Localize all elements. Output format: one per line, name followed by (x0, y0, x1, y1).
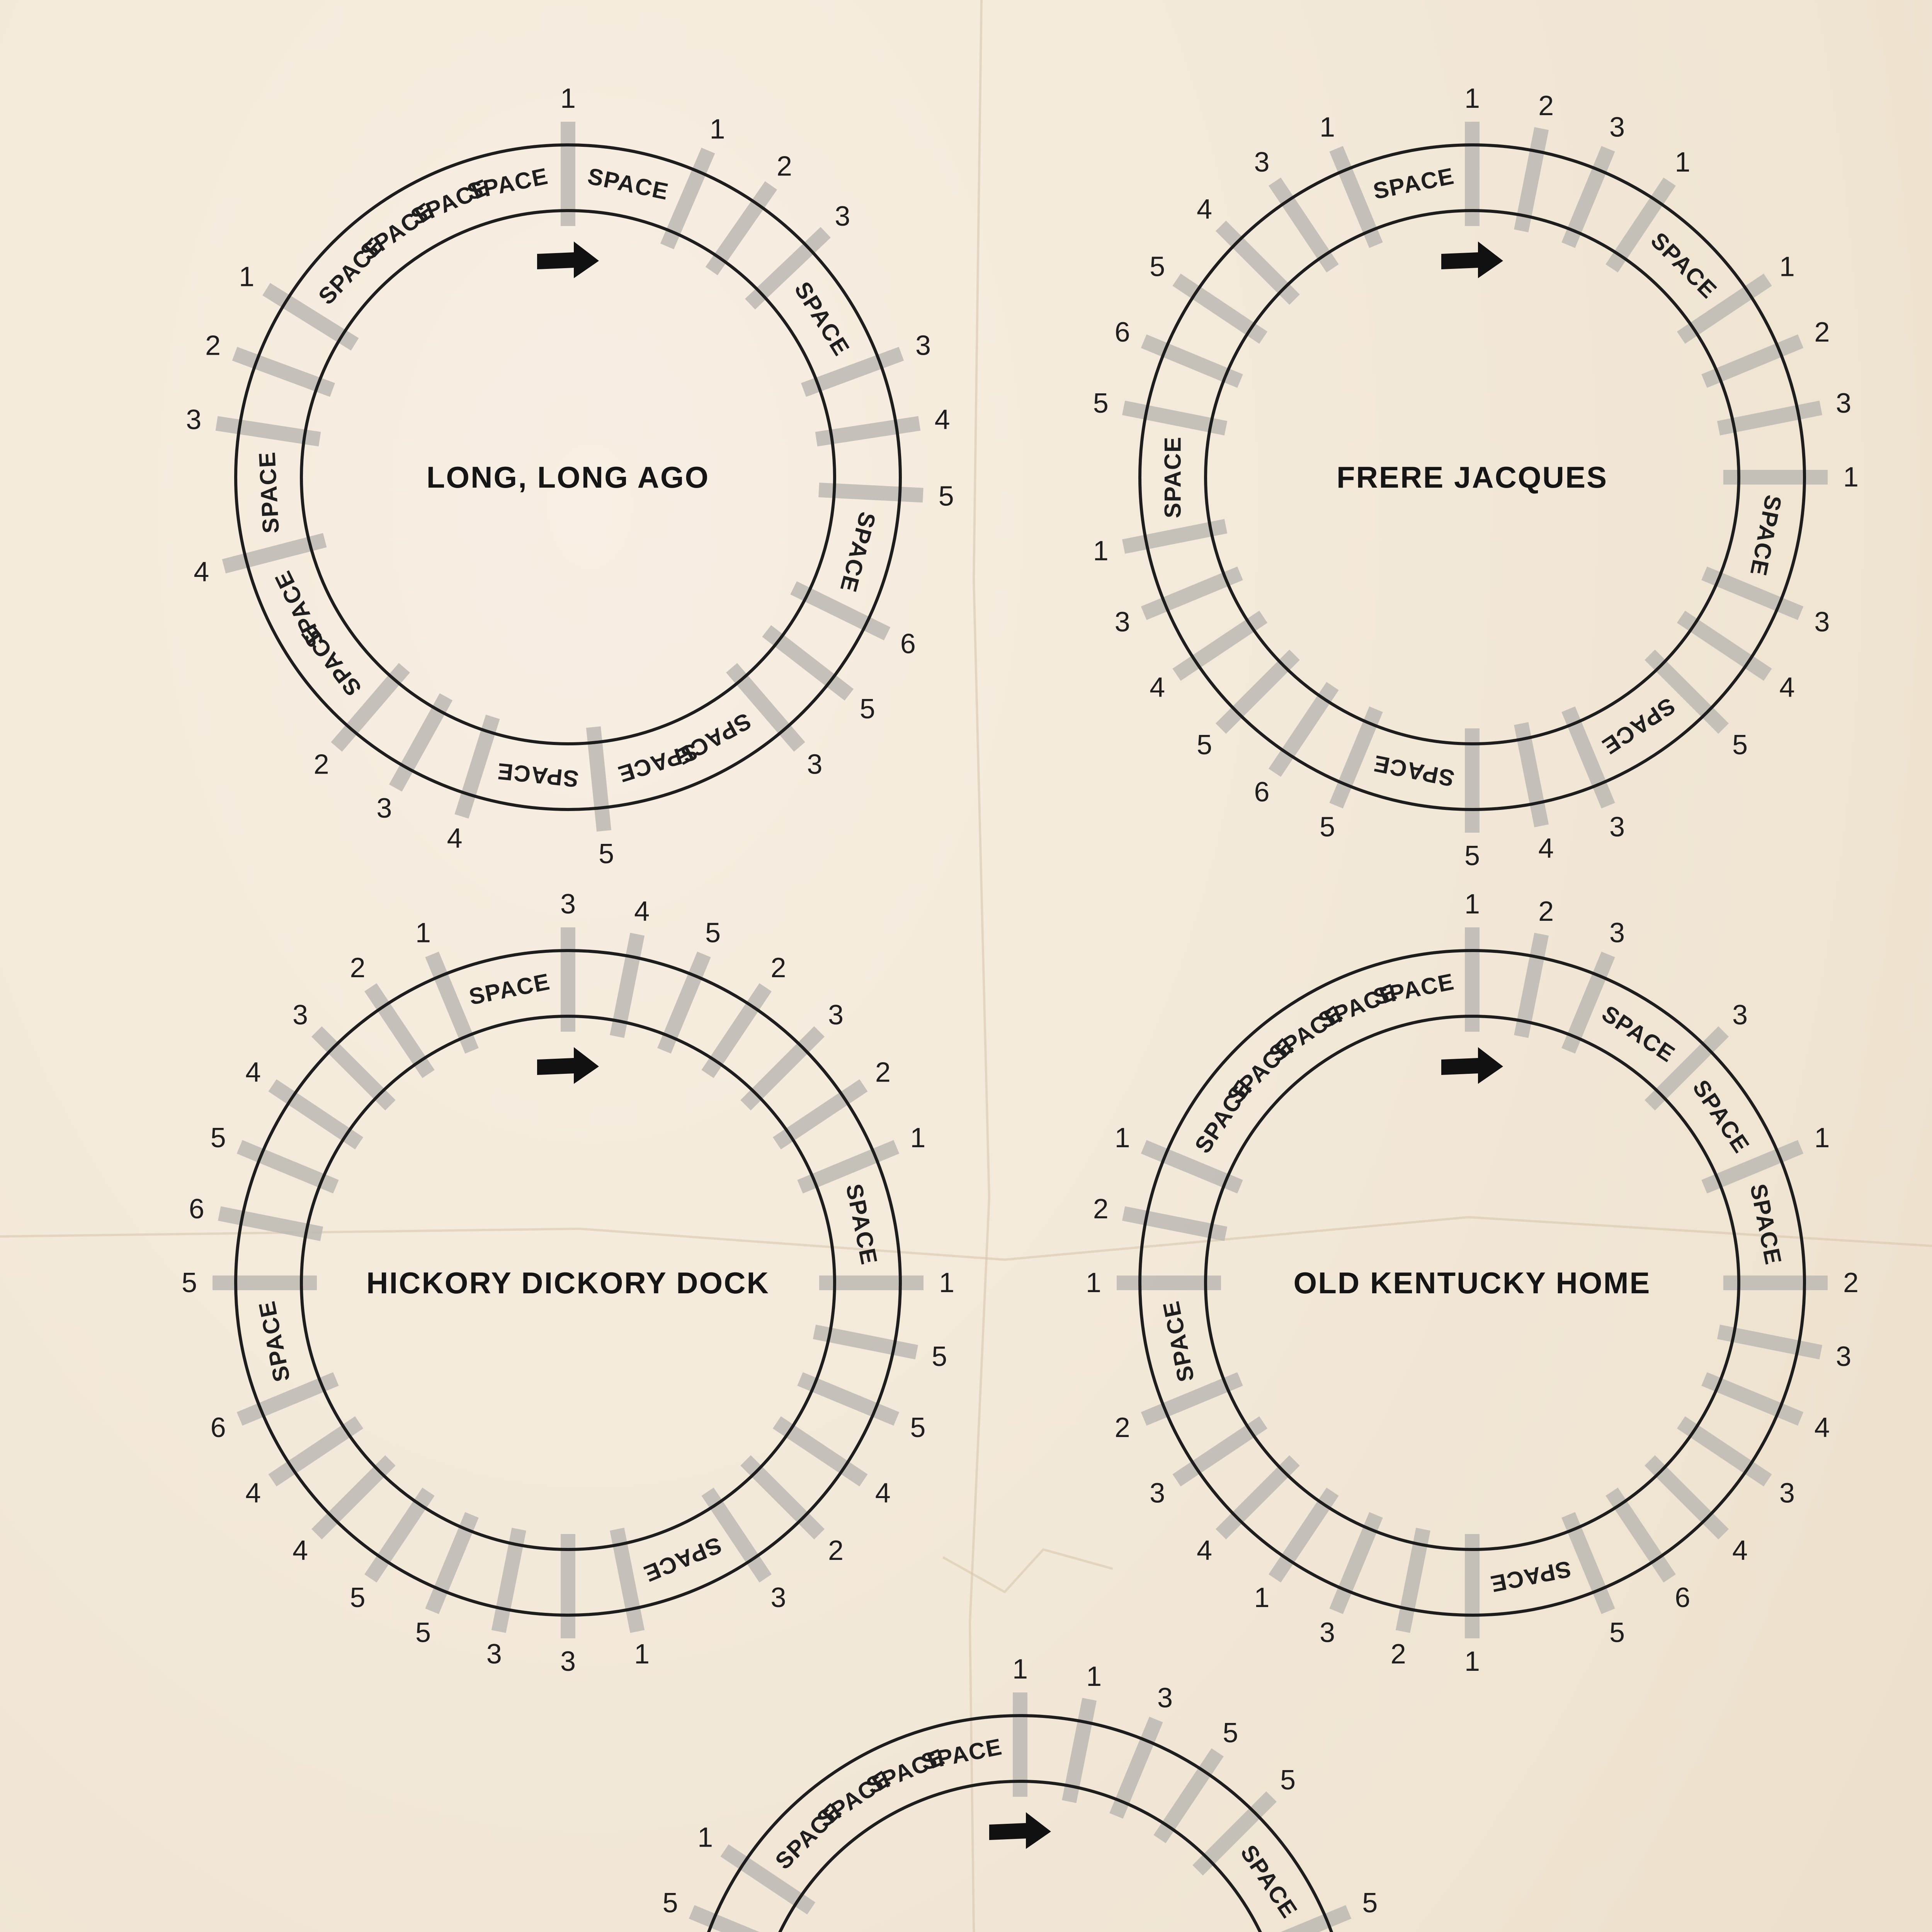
note-number: 4 (1197, 1535, 1213, 1566)
note-number: 3 (1836, 1341, 1852, 1372)
note-number: 3 (1732, 1000, 1748, 1031)
note-number: 2 (1390, 1639, 1406, 1670)
direction-arrow-icon (1441, 242, 1503, 278)
note-number: 1 (239, 261, 255, 293)
note-number: 3 (1254, 147, 1270, 178)
note-number: 6 (1254, 776, 1270, 808)
note-number: 1 (560, 83, 576, 114)
note-number: 1 (1085, 1267, 1102, 1298)
wheel-long-long-ago (186, 83, 954, 869)
note-number: 2 (313, 749, 329, 780)
space-marker: SPACE (1687, 1075, 1755, 1158)
note-number: 5 (415, 1617, 431, 1648)
note-number: 3 (1836, 388, 1852, 419)
note-number: 5 (1223, 1718, 1238, 1749)
note-number: 4 (245, 1478, 261, 1509)
note-number: 3 (1150, 1478, 1165, 1509)
note-number: 1 (1464, 83, 1480, 114)
space-marker: SPACE (465, 163, 551, 205)
song-title: FRERE JACQUES (1336, 460, 1608, 494)
space-marker: SPACE (671, 707, 756, 770)
note-number: 1 (709, 114, 725, 145)
space-marker: SPACE (1597, 1000, 1680, 1068)
note-number: 5 (1197, 729, 1213, 760)
wheel-frere-jacques (1093, 83, 1859, 871)
note-number: 4 (1538, 833, 1554, 864)
note-tick (692, 1912, 788, 1932)
note-number: 5 (1093, 388, 1109, 419)
song-wheels (182, 83, 1859, 1932)
space-marker: SPACE (841, 1182, 883, 1267)
note-number: 5 (350, 1582, 366, 1613)
note-number: 4 (1779, 672, 1795, 703)
note-number: 3 (770, 1582, 786, 1613)
song-title: LONG, LONG AGO (426, 460, 710, 494)
note-number: 5 (210, 1122, 226, 1153)
space-marker: SPACE (296, 620, 367, 701)
note-number: 1 (1319, 112, 1335, 143)
wheel-hickory-dickory-dock (182, 889, 954, 1677)
song-title: HICKORY DICKORY DOCK (366, 1266, 770, 1300)
note-number: 4 (875, 1478, 891, 1509)
space-marker: SPACE (1222, 1033, 1299, 1109)
note-number: 5 (1362, 1887, 1378, 1918)
note-number: 3 (1779, 1478, 1795, 1509)
note-number: 4 (634, 896, 650, 927)
space-marker: SPACE (919, 1733, 1005, 1775)
note-number: 1 (910, 1122, 926, 1153)
note-number: 1 (1012, 1654, 1028, 1685)
space-marker: SPACE (1158, 1298, 1199, 1384)
note-number: 1 (634, 1639, 650, 1670)
direction-arrow-icon (1441, 1047, 1503, 1084)
note-number: 5 (859, 693, 875, 724)
direction-arrow-icon (537, 242, 599, 278)
space-marker: SPACE (585, 163, 671, 205)
note-number: 4 (934, 404, 950, 435)
note-number: 1 (1114, 1122, 1130, 1153)
note-number: 4 (194, 556, 209, 588)
space-marker: SPACE (1189, 1075, 1257, 1158)
note-number: 5 (662, 1887, 678, 1918)
note-number: 2 (205, 330, 221, 361)
note-number: 5 (932, 1341, 947, 1372)
note-number: 5 (910, 1412, 926, 1444)
note-number: 1 (697, 1822, 713, 1853)
space-marker: SPACE (269, 566, 329, 652)
note-number: 4 (1197, 194, 1213, 225)
space-marker: SPACE (812, 1765, 895, 1833)
note-number: 1 (1086, 1661, 1102, 1692)
note-number: 6 (210, 1412, 226, 1444)
note-number: 2 (1114, 1412, 1130, 1444)
note-number: 1 (1779, 251, 1795, 282)
note-number: 6 (1675, 1582, 1690, 1613)
space-marker: SPACE (1264, 1000, 1347, 1068)
note-number: 4 (293, 1535, 308, 1566)
note-number: 5 (1609, 1617, 1625, 1648)
space-marker: SPACE (254, 451, 284, 534)
note-number: 2 (776, 151, 792, 182)
note-number: 2 (1538, 90, 1554, 121)
note-number: 2 (1093, 1193, 1109, 1225)
note-number: 3 (835, 201, 850, 232)
note-number: 3 (1114, 607, 1130, 638)
note-number: 3 (915, 330, 931, 361)
note-number: 5 (181, 1267, 197, 1298)
note-number: 2 (1814, 316, 1830, 348)
note-number: 4 (1732, 1535, 1748, 1566)
note-number: 2 (770, 952, 786, 984)
note-number: 3 (828, 1000, 844, 1031)
space-marker: SPACE (1745, 493, 1787, 578)
wheel-blue-danube (634, 1654, 1399, 1932)
note-number: 2 (875, 1057, 891, 1088)
note-number: 3 (293, 1000, 308, 1031)
note-number: 3 (1814, 607, 1830, 638)
note-number: 5 (938, 481, 954, 512)
note-number: 5 (705, 917, 721, 949)
space-marker: SPACE (1371, 163, 1457, 204)
space-marker: SPACE (1488, 1556, 1573, 1597)
note-number: 3 (560, 889, 576, 920)
note-number: 1 (1814, 1122, 1830, 1153)
space-marker: SPACE (835, 509, 881, 595)
note-number: 6 (1114, 316, 1130, 348)
note-number: 1 (1464, 889, 1480, 920)
note-number: 2 (828, 1535, 844, 1566)
space-marker: SPACE (862, 1743, 949, 1799)
space-marker: SPACE (1371, 968, 1457, 1010)
note-number: 4 (1150, 672, 1165, 703)
note-number: 5 (1732, 729, 1748, 760)
space-marker: SPACE (495, 758, 580, 793)
note-number: 5 (1280, 1765, 1296, 1796)
direction-arrow-icon (989, 1812, 1051, 1849)
note-number: 2 (1538, 896, 1554, 927)
space-marker: SPACE (1371, 750, 1457, 792)
note-number: 1 (415, 917, 431, 949)
space-marker: SPACE (1597, 692, 1680, 760)
note-number: 3 (1609, 112, 1625, 143)
direction-arrow-icon (537, 1047, 599, 1084)
note-number: 3 (1319, 1617, 1335, 1648)
note-number: 1 (1093, 536, 1109, 567)
note-number: 1 (939, 1267, 955, 1298)
note-number: 5 (1319, 811, 1335, 843)
space-marker: SPACE (770, 1798, 847, 1874)
note-number: 3 (807, 749, 823, 780)
space-marker: SPACE (1745, 1182, 1787, 1267)
note-number: 3 (560, 1646, 576, 1677)
note-number: 3 (376, 793, 392, 824)
note-number: 3 (1609, 811, 1625, 843)
note-number: 2 (1843, 1267, 1859, 1298)
note-number: 5 (1464, 840, 1480, 871)
space-marker: SPACE (467, 968, 553, 1010)
note-number: 4 (447, 823, 463, 854)
note-number: 6 (900, 628, 916, 660)
note-number: 6 (189, 1193, 204, 1225)
note-number: 1 (1675, 147, 1690, 178)
note-number: 3 (486, 1639, 502, 1670)
space-marker: SPACE (356, 197, 438, 266)
space-marker: SPACE (1160, 436, 1186, 519)
space-marker: SPACE (1646, 227, 1722, 304)
space-marker: SPACE (1315, 978, 1401, 1034)
note-number: 4 (1814, 1412, 1830, 1444)
wheel-old-kentucky-home (1086, 889, 1859, 1677)
note-number: 3 (1609, 917, 1625, 949)
note-number: 5 (599, 838, 614, 869)
note-number: 2 (350, 952, 366, 984)
note-number: 1 (1464, 1646, 1480, 1677)
note-number: 5 (1150, 251, 1165, 282)
note-tick (1252, 1912, 1349, 1932)
space-marker: SPACE (253, 1298, 295, 1384)
note-number: 4 (245, 1057, 261, 1088)
space-marker: SPACE (639, 1532, 726, 1587)
note-number: 1 (1254, 1582, 1270, 1613)
space-marker: SPACE (789, 277, 855, 361)
note-number: 1 (1843, 462, 1859, 493)
note-number: 3 (186, 404, 202, 435)
space-marker: SPACE (407, 174, 493, 230)
note-number: 3 (1157, 1682, 1173, 1714)
song-title: OLD KENTUCKY HOME (1293, 1266, 1651, 1300)
space-marker: SPACE (1235, 1840, 1303, 1923)
space-marker: SPACE (614, 738, 701, 788)
space-marker: SPACE (313, 232, 389, 310)
